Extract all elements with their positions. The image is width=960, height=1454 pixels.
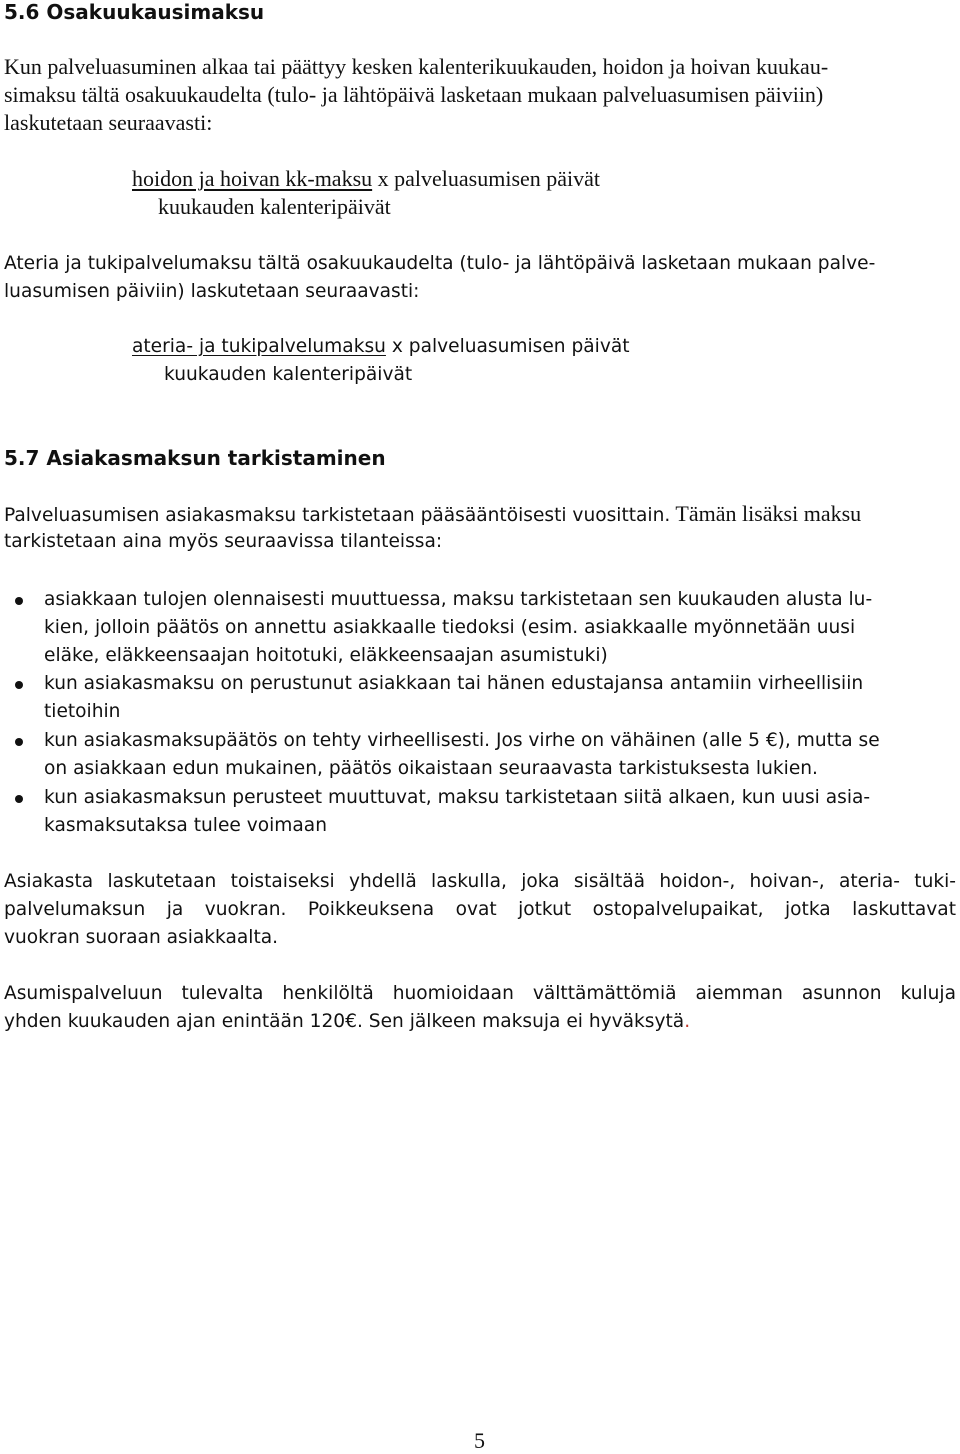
formula-denominator: kuukauden kalenteripäivät (158, 194, 391, 219)
formula-multiplier: x palveluasumisen päivät (372, 166, 601, 191)
paragraph-line: Ateria ja tukipalvelumaksu tältä osakuukaudelta (tulo- ja lähtöpäivä lasketaan mukaan palve- (4, 253, 876, 274)
formula-fee-underlined: hoidon ja hoivan kk-maksu (132, 166, 373, 191)
paragraph-line: luasumisen päiviin) laskutetaan seuraavasti: (4, 281, 420, 302)
justified-line: Asumispalveluun tulevalta henkilöltä huomioidaan välttämättömiä aiemman asunnon kuluja (4, 983, 956, 1004)
paragraph-line (4, 500, 861, 530)
intro-sentence-serif: Tämän lisäksi maksu (670, 501, 862, 526)
justified-line: palvelumaksun ja vuokran. Poikkeuksena ovat jotkut ostopalvelupaikat, jotka laskuttavat (4, 899, 956, 920)
list-item-line: asiakkaan tulojen olennaisesti muuttuessa, maksu tarkistetaan sen kuukauden alusta lu- (44, 589, 873, 610)
section-heading-5-6: 5.6 Osakuukausimaksu (4, 0, 265, 24)
formula-multiplier: x palveluasumisen päivät (385, 336, 630, 357)
paragraph-line (4, 980, 956, 1008)
paragraph-line: Kun palveluasuminen alkaa tai päättyy kesken kalenterikuukauden, hoidon ja hoivan kuukau- (4, 54, 829, 79)
section-heading-5-7: 5.7 Asiakasmaksun tarkistaminen (4, 446, 386, 470)
list-item-line: kun asiakasmaksu on perustunut asiakkaan tai hänen edustajansa antamiin virheellisiin (44, 673, 864, 694)
list-item-line: eläke, eläkkeensaajan hoitotuki, eläkkeensaajan asumistuki) (44, 645, 608, 666)
paragraph-line: tarkistetaan aina myös seuraavissa tilanteissa: (4, 531, 443, 552)
list-item-line: on asiakkaan edun mukainen, päätös oikaistaan seuraavasta tarkistuksesta lukien. (44, 758, 818, 779)
list-item-line: tietoihin (44, 701, 121, 722)
paragraph-line: vuokran suoraan asiakkaalta. (4, 927, 279, 948)
list-item-line: kasmaksutaksa tulee voimaan (44, 815, 327, 836)
page-number: 5 (474, 1428, 485, 1453)
paragraph-text: yhden kuukauden ajan enintään 120€. Sen jälkeen maksuja ei hyväksytä (4, 1011, 685, 1032)
intro-sentence-sans: Palveluasumisen asiakasmaksu tarkistetaan pääsääntöisesti vuosittain. (4, 505, 671, 526)
list-item-line: kun asiakasmaksun perusteet muuttuvat, maksu tarkistetaan siitä alkaen, kun uusi asia- (44, 787, 871, 808)
formula-numerator (132, 165, 600, 193)
formula-numerator (132, 333, 630, 361)
paragraph-line: laskutetaan seuraavasti: (4, 110, 213, 135)
bullet-icon (15, 738, 23, 746)
paragraph-line (4, 1008, 690, 1036)
paragraph-line: simaksu tältä osakuukaudelta (tulo- ja lähtöpäivä lasketaan mukaan palveluasumisen päiviin) (4, 82, 824, 107)
bullet-icon (15, 681, 23, 689)
list-item-line: kun asiakasmaksupäätös on tehty virheellisesti. Jos virhe on vähäinen (alle 5 €), mutta se (44, 730, 880, 751)
bullet-icon (15, 795, 23, 803)
formula-fee-underlined: ateria- ja tukipalvelumaksu (132, 336, 386, 357)
paragraph-line (4, 868, 956, 896)
bullet-icon (15, 597, 23, 605)
closing-period: . (684, 1011, 691, 1032)
list-item-line: kien, jolloin päätös on annettu asiakkaalle tiedoksi (esim. asiakkaalle myönnetään uusi (44, 617, 856, 638)
paragraph-line (4, 896, 956, 924)
formula-denominator: kuukauden kalenteripäivät (164, 364, 413, 385)
justified-line: Asiakasta laskutetaan toistaiseksi yhdellä laskulla, joka sisältää hoidon-, hoivan-, ateria- tuki- (4, 871, 956, 892)
